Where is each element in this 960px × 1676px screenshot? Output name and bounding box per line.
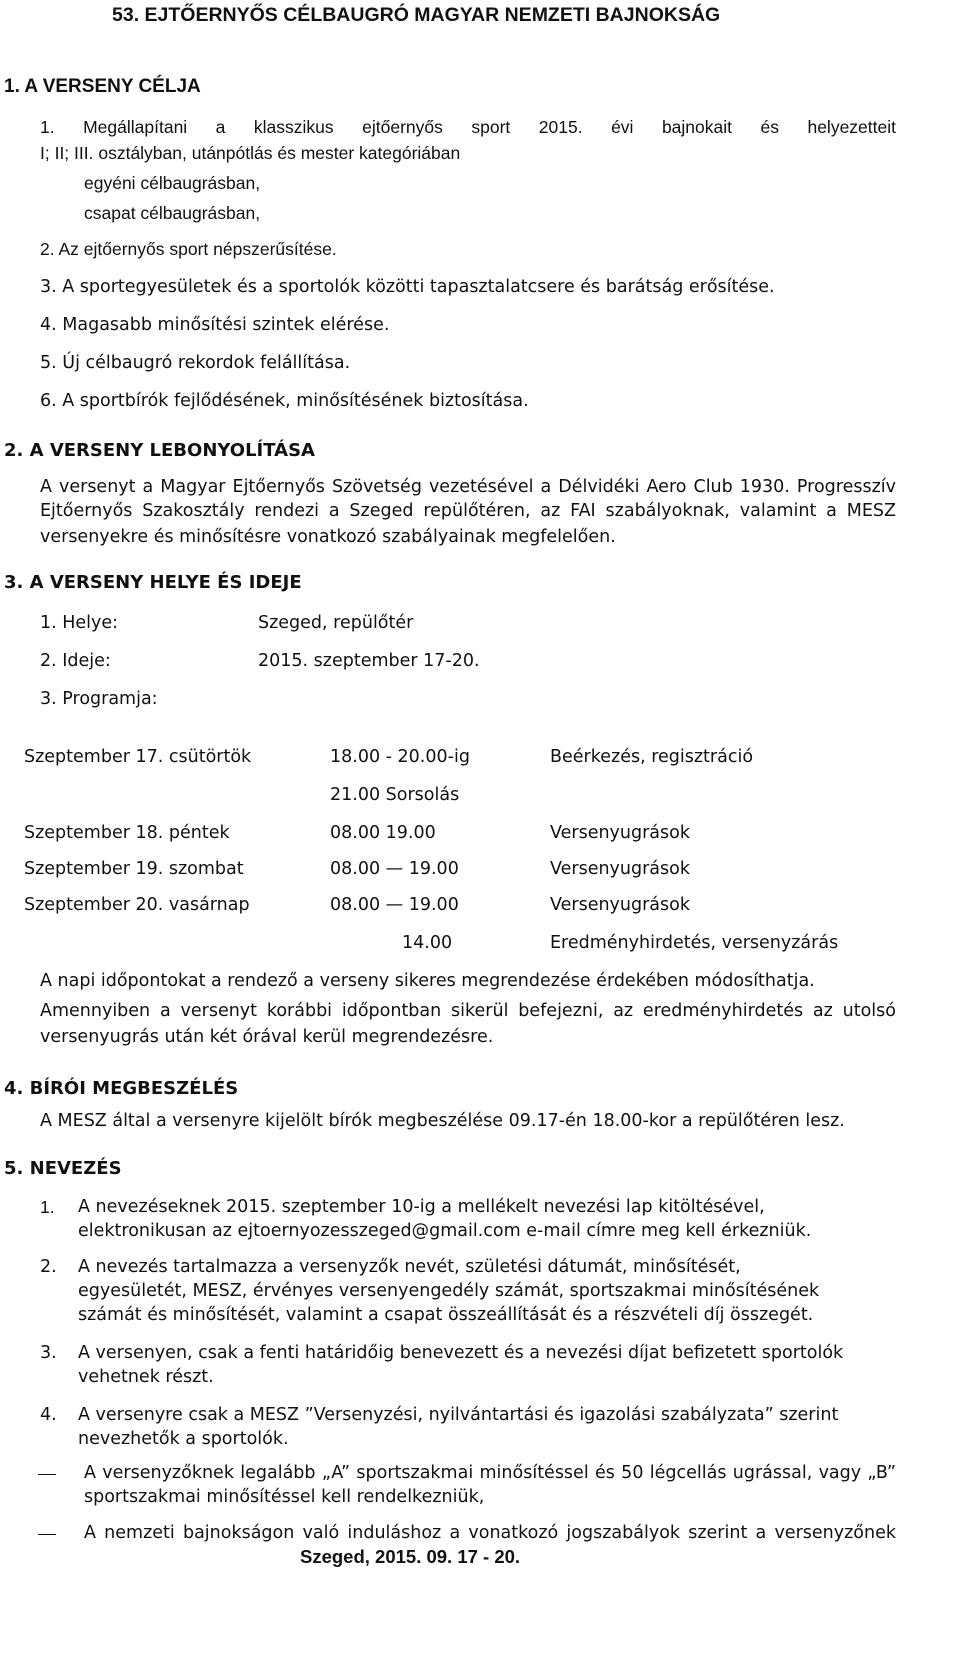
section5-item-number: 3. — [40, 1343, 57, 1363]
dash-bullet-icon — [38, 1534, 56, 1535]
section2-line1: A versenyt a Magyar Ejtőernyős Szövetség vezetésével a Délvidéki Aero Club 1930. Progresszív — [40, 477, 896, 497]
schedule-day: Szeptember 20. vasárnap — [24, 895, 250, 915]
section1-item1-line3: egyéni célbaugrásban, — [84, 173, 261, 193]
schedule-note2-line2: versenyugrás után két órával kerül megrendezésre. — [40, 1027, 494, 1047]
section4-heading: 4. BÍRÓI MEGBESZÉLÉS — [4, 1078, 239, 1099]
section1-item6: 6. A sportbírók fejlődésének, minősítésének biztosítása. — [40, 391, 529, 411]
section1-item1-line2: I; II; III. osztályban, utánpótlás és mester kategóriában — [40, 143, 461, 163]
schedule-time: 08.00 19.00 — [330, 823, 436, 843]
section1-heading: 1. A VERSENY CÉLJA — [4, 76, 201, 97]
section2-line3: versenyekre és minősítésre vonatkozó szabályainak megfelelően. — [40, 527, 616, 547]
section5-item-line: számát és minősítését, valamint a csapat összeállítását és a részvételi díj összegét. — [78, 1305, 814, 1325]
schedule-time: 14.00 — [402, 933, 453, 953]
section2-line2: Ejtőernyős Szakosztály rendezi a Szeged repülőtéren, az FAI szabályoknak, valamint a MESZ — [40, 501, 896, 521]
schedule-event: Versenyugrások — [550, 859, 690, 879]
section5-item-line: vehetnek részt. — [78, 1367, 214, 1387]
section1-item1-line1: 1. Megállapítani a klasszikus ejtőernyős sport 2015. évi bajnokait és helyezetteit — [40, 117, 896, 137]
schedule-note2-line1: Amennyiben a versenyt korábbi időpontban sikerül befejezni, az eredményhirdetés az utolsó — [40, 1001, 896, 1021]
section4-text: A MESZ által a versenyre kijelölt bírók megbeszélése 09.17-én 18.00-kor a repülőtéren lesz. — [40, 1111, 845, 1131]
schedule-day: Szeptember 18. péntek — [24, 823, 230, 843]
section2-heading: 2. A VERSENY LEBONYOLÍTÁSA — [4, 440, 315, 461]
section5-heading: 5. NEVEZÉS — [4, 1158, 122, 1179]
section5-item-line: egyesületét, MESZ, érvényes versenyengedély számát, sportszakmai minősítésének — [78, 1281, 820, 1301]
program-label: 3. Programja: — [40, 689, 158, 709]
section5-item-line: A versenyre csak a MESZ ”Versenyzési, nyilvántartási és igazolási szabályzata” szerint — [78, 1405, 839, 1425]
section5-dash1-line2: sportszakmai minősítéssel kell rendelkezniük, — [84, 1487, 485, 1507]
schedule-note1: A napi időpontokat a rendező a verseny sikeres megrendezése érdekében módosíthatja. — [40, 971, 815, 991]
schedule-time: 18.00 - 20.00-ig — [330, 747, 470, 767]
section5-item-line: nevezhetők a sportolók. — [78, 1429, 289, 1449]
schedule-event: Beérkezés, regisztráció — [550, 747, 754, 767]
date-label: 2. Ideje: — [40, 651, 111, 671]
section5-item-number: 2. — [40, 1257, 57, 1277]
section5-item-number: 4. — [40, 1405, 57, 1425]
schedule-time: 21.00 Sorsolás — [330, 785, 460, 805]
section1-item4: 4. Magasabb minősítési szintek elérése. — [40, 315, 390, 335]
section5-item-number: 1. — [40, 1197, 55, 1217]
date-value: 2015. szeptember 17-20. — [258, 651, 480, 671]
section5-dash1-line1: A versenyzőknek legalább „A” sportszakmai minősítéssel és 50 légcellás ugrással, vagy „B” — [84, 1463, 896, 1483]
section5-item-line: A nevezéseknek 2015. szeptember 10-ig a mellékelt nevezési lap kitöltésével, — [78, 1197, 765, 1217]
document-title: 53. EJTŐERNYŐS CÉLBAUGRÓ MAGYAR NEMZETI BAJNOKSÁG — [112, 4, 721, 26]
section1-item1-line4: csapat célbaugrásban, — [84, 203, 261, 223]
section5-item-line: elektronikusan az ejtoernyozesszeged@gmail.com e-mail címre meg kell érkezniük. — [78, 1221, 812, 1241]
schedule-event: Eredményhirdetés, versenyzárás — [550, 933, 839, 953]
schedule-day: Szeptember 19. szombat — [24, 859, 244, 879]
schedule-time: 08.00 — 19.00 — [330, 895, 459, 915]
schedule-time: 08.00 — 19.00 — [330, 859, 459, 879]
section5-item-line: A versenyen, csak a fenti határidőig benevezett és a nevezési díjat befizetett sportolók — [78, 1343, 844, 1363]
schedule-event: Versenyugrások — [550, 823, 690, 843]
place-value: Szeged, repülőtér — [258, 613, 414, 633]
section1-item3: 3. A sportegyesületek és a sportolók közötti tapasztalatcsere és barátság erősítése. — [40, 277, 775, 297]
schedule-day: Szeptember 17. csütörtök — [24, 747, 252, 767]
dash-bullet-icon — [38, 1474, 56, 1475]
section5-item-line: A nevezés tartalmazza a versenyzők nevét, születési dátumát, minősítését, — [78, 1257, 741, 1277]
footer-location-date: Szeged, 2015. 09. 17 - 20. — [300, 1546, 521, 1567]
section1-item2: 2. Az ejtőernyős sport népszerűsítése. — [40, 239, 337, 259]
section5-dash2-line1: A nemzeti bajnokságon való induláshoz a vonatkozó jogszabályok szerint a versenyzőnek — [84, 1523, 896, 1543]
section3-heading: 3. A VERSENY HELYE ÉS IDEJE — [4, 572, 302, 593]
section1-item5: 5. Új célbaugró rekordok felállítása. — [40, 353, 351, 373]
schedule-event: Versenyugrások — [550, 895, 690, 915]
place-label: 1. Helye: — [40, 613, 119, 633]
